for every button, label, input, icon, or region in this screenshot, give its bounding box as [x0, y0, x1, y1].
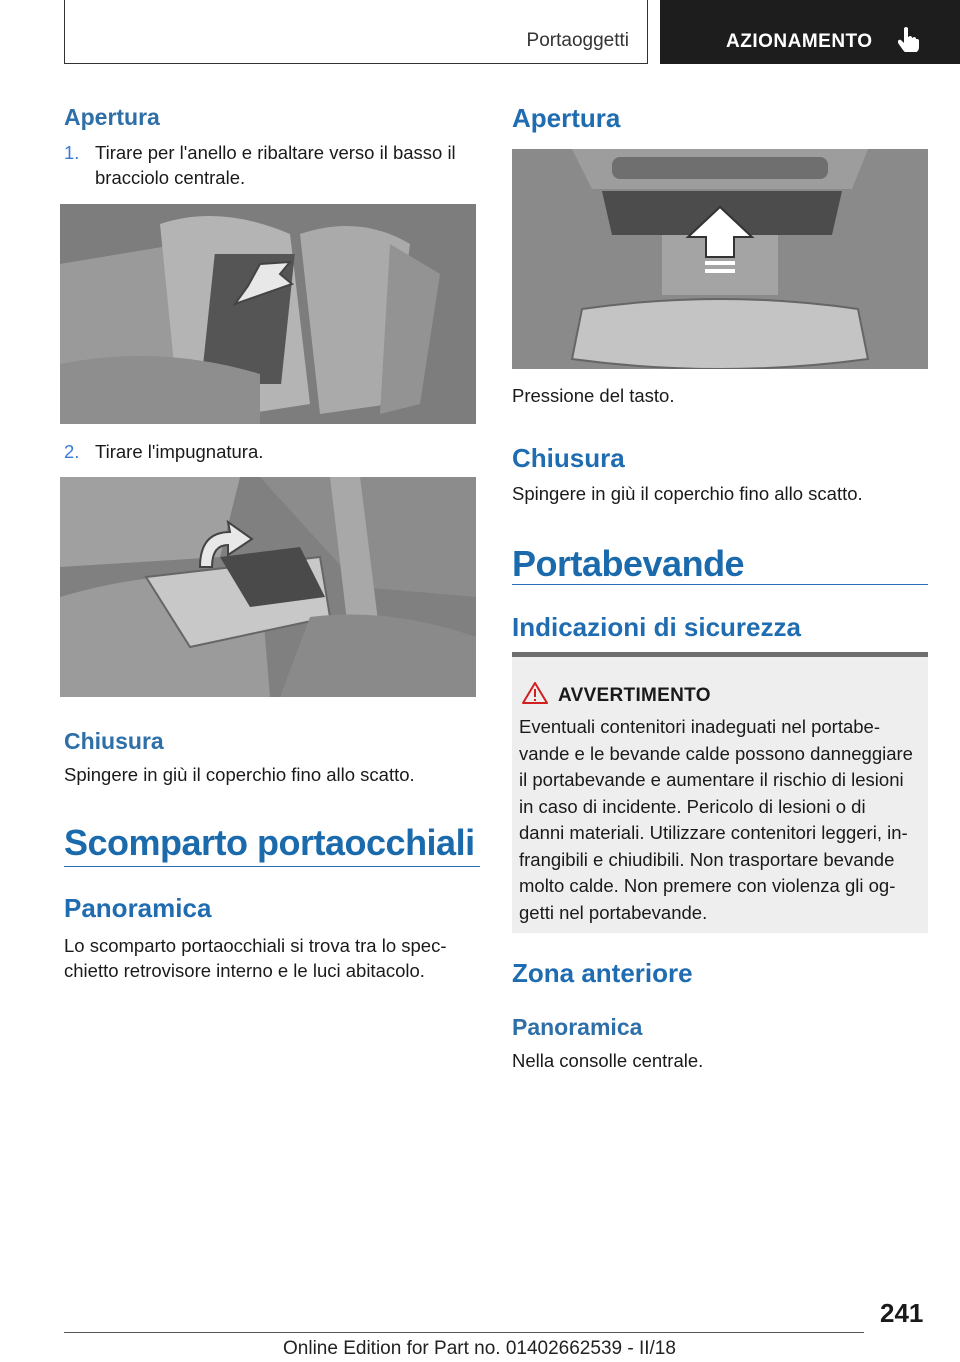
zona-panoramica-heading: Panoramica [512, 1014, 643, 1040]
warning-line: molto calde. Non premere con violenza gli og- [519, 875, 896, 896]
photo-armrest-handle [60, 477, 476, 697]
photo-armrest-fold-down [60, 204, 476, 424]
warning-line: il portabevande e aumentare il rischio di lesioni [519, 769, 904, 790]
zona-text: Nella consolle centrale. [512, 1050, 704, 1071]
panoramica-text-line: Lo scomparto portaocchiali si trova tra lo spec- [64, 935, 447, 956]
section-title-rule [64, 866, 480, 867]
left-apertura-heading: Apertura [64, 104, 160, 130]
step-1-text-line: Tirare per l'anello e ribaltare verso il basso il [95, 142, 456, 163]
warning-line: frangibili e chiudibili. Non trasportare bevande [519, 848, 895, 870]
photo-glasses-compartment-button [512, 149, 928, 369]
left-chiusura-text: Spingere in giù il coperchio fino allo scatto. [64, 764, 415, 785]
footer-edition: Online Edition for Part no. 01402662539 - II/18 [283, 1338, 676, 1359]
step-2-text: Tirare l'impugnatura. [95, 441, 264, 462]
section-title-cupholder: Portabevande [512, 543, 745, 584]
panoramica-text-line: chietto retrovisore interno e le luci abitacolo. [64, 960, 425, 981]
step-2 [64, 439, 79, 464]
step-1 [64, 140, 79, 165]
warning-box [512, 652, 928, 933]
left-panoramica-text [64, 933, 484, 983]
step-1-text [95, 140, 480, 190]
warning-line: danni materiali. Utilizzare contenitori leggeri, in- [519, 822, 908, 843]
right-apertura-caption: Pressione del tasto. [512, 385, 675, 406]
warning-line: getti nel portabevande. [519, 901, 708, 923]
header-section-title: Portaoggetti [526, 30, 629, 51]
header-chapter-tab [660, 0, 960, 64]
warning-line: Eventuali contenitori inadeguati nel portabe- [519, 716, 880, 737]
warning-line: in caso di incidente. Pericolo di lesioni o di [519, 795, 866, 817]
warning-text [519, 714, 924, 926]
header-section-box [64, 0, 648, 64]
step-1-text-line: bracciolo centrale. [95, 167, 246, 188]
warning-title: AVVERTIMENTO [558, 685, 711, 706]
step-2-number: 2. [64, 441, 80, 462]
hand-pointer-icon [898, 26, 920, 52]
safety-heading: Indicazioni di sicurezza [512, 612, 801, 642]
warning-triangle-icon [522, 682, 548, 704]
section-title-glasses-compartment: Scomparto portaocchiali [64, 822, 475, 863]
zona-anteriore-heading: Zona anteriore [512, 958, 693, 988]
right-chiusura-text: Spingere in giù il coperchio fino allo scatto. [512, 483, 863, 504]
step-1-number: 1. [64, 142, 80, 163]
right-apertura-heading: Apertura [512, 103, 621, 133]
page-number: 241 [880, 1298, 924, 1328]
footer-rule [64, 1332, 864, 1333]
right-chiusura-heading: Chiusura [512, 443, 625, 473]
section-title-rule [512, 584, 928, 585]
warning-line: vande e le bevande calde possono danneggiare [519, 742, 913, 764]
left-panoramica-heading: Panoramica [64, 893, 212, 923]
left-chiusura-heading: Chiusura [64, 728, 164, 754]
header-chapter-title: AZIONAMENTO [726, 31, 873, 52]
